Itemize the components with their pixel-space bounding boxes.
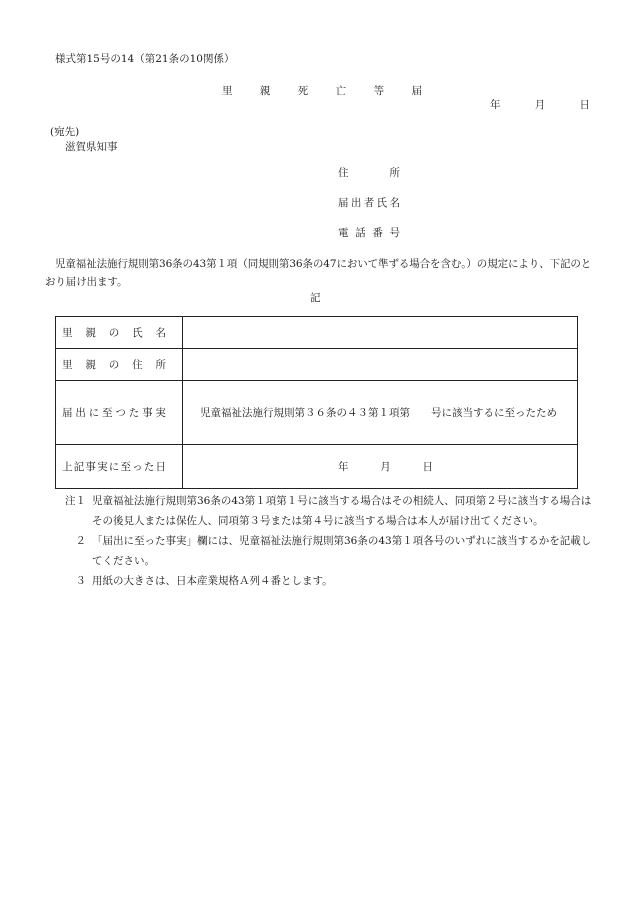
applicant-name-label [338,197,400,210]
label-char: 所 [155,359,166,371]
label-char: 号 [389,227,400,239]
label-char: 実 [97,461,108,473]
fact-date-label [56,445,183,489]
note-text: 「届出に至った事実」欄には、児童福祉法施行規則第36条の43第１項各号のいずれに該当するかを記載してください。 [92,535,592,567]
label-char: 者 [363,197,375,209]
note-number: ２ [75,535,86,547]
foster-parent-address-field[interactable] [183,349,578,381]
label-char: た [143,461,155,473]
label-char: 日 [155,461,166,473]
submission-date [490,99,590,112]
reason-fact-field[interactable]: 児童福祉法施行規則第３６条の４３第１項第 号に該当するに至ったため [183,381,578,445]
label-char: 所 [389,167,400,179]
label-char: 至 [102,407,113,419]
form-number: 様式第15号の14（第21条の10関係） [55,53,235,65]
foster-parent-name-field[interactable] [183,317,578,349]
note-text: 児童福祉法施行規則第36条の43第１項第１号に該当する場合はその相続人、同項第２号に該当する場合はその後見人または保佐人、同項第３号または第４号に該当する場合は本人が届け出てください。 [92,495,592,527]
notes [58,491,593,591]
label-char: 親 [85,327,96,339]
label-char: 住 [338,167,349,179]
fact-date-field[interactable] [183,445,578,489]
note-text: 用紙の大きさは、日本産業規格Ａ列４番とします。 [92,575,333,587]
label-char: 名 [389,197,400,209]
table-row [56,381,578,445]
document-title [222,85,422,98]
label-char: 氏 [376,197,388,209]
foster-parent-name-label [56,317,183,349]
ki-heading: 記 [310,292,321,304]
title-char: 届 [411,85,422,97]
label-char: に [108,461,120,473]
label-char: 名 [155,327,166,339]
title-char: 亡 [335,85,347,97]
label-char: 親 [85,359,96,371]
addressee-name: 滋賀県知事 [65,141,118,153]
label-char: 里 [62,359,73,371]
label-char: 事 [142,407,153,419]
label-char: 届 [62,407,73,419]
applicant-phone-label [338,227,400,240]
title-char: 死 [297,85,309,97]
note-number: ３ [75,575,86,587]
label-char: 事 [85,461,96,473]
label-char: 届 [338,197,349,209]
note-item [58,531,593,571]
label-char: 住 [132,359,143,371]
label-char: 里 [62,327,73,339]
label-char: 電 [338,227,349,239]
addressee-label: (宛先) [50,126,80,138]
label-char: つ [115,407,126,419]
applicant-address-label [338,167,400,180]
table-row [56,349,578,381]
note-number: 注１ [65,495,86,507]
date-month: 月 [534,99,546,111]
body-text: 児童福祉法施行規則第36条の43第１項（同規則第36条の47において準ずる場合を含む。）の規定により、下記のとおり届け出ます。 [45,258,592,288]
label-char: 記 [73,461,85,473]
form-table [55,316,578,489]
label-char: 話 [355,227,366,239]
label-char: に [88,407,100,419]
table-row [56,317,578,349]
title-char: 里 [222,85,233,97]
label-char: 氏 [132,327,143,339]
label-char: の [108,359,120,371]
table-row [56,445,578,489]
reason-fact-label [56,381,183,445]
label-char: 実 [155,407,166,419]
date-year: 年 [338,461,349,473]
note-item [58,491,593,531]
label-char: 上 [62,461,73,473]
title-char: 親 [259,85,271,97]
date-day: 日 [422,461,433,473]
label-char: 至 [120,461,131,473]
label-char: っ [132,461,143,473]
label-char: の [108,327,120,339]
date-day: 日 [579,99,590,111]
label-char: 出 [75,407,86,419]
date-month: 月 [380,461,391,473]
date-year: 年 [490,99,501,111]
label-char: た [128,407,140,419]
title-char: 等 [373,85,385,97]
foster-parent-address-label [56,349,183,381]
label-char: 出 [350,197,362,209]
note-item [58,571,593,591]
label-char: 番 [372,227,383,239]
